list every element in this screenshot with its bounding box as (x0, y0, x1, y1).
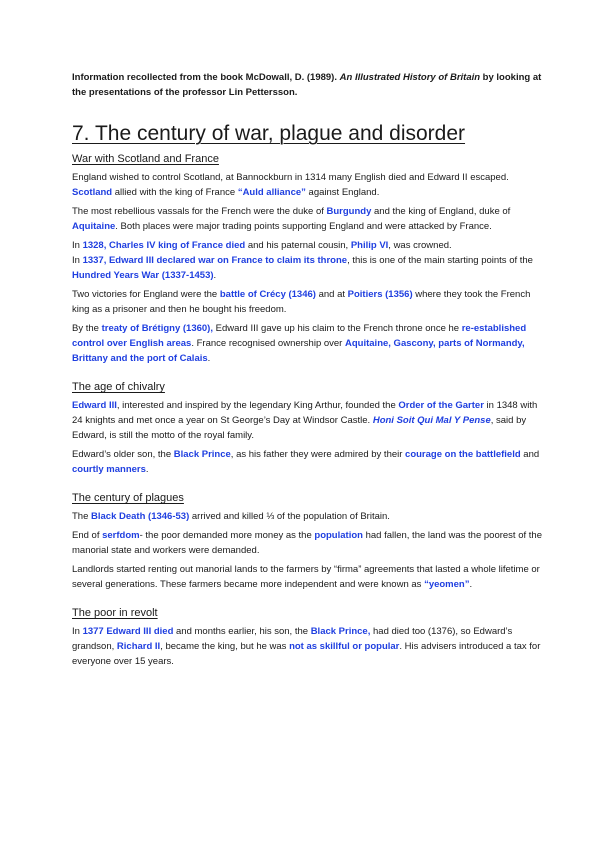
text-run: allied with the king of France (112, 187, 238, 198)
paragraph (72, 562, 544, 592)
text-run: and at (315, 289, 348, 300)
highlighted-term: Aquitaine, Gascony, parts of Normandy, Brittany and the port of Calais (72, 338, 525, 364)
section (72, 491, 544, 592)
text-run: arrived and killed ⅓ of the population of Britain. (189, 511, 390, 522)
text-run: , as his father they were admired by their (230, 449, 406, 460)
paragraph (72, 238, 544, 253)
text-run: End of (72, 530, 103, 541)
text-run: England wished to control Scotland, at Bannockburn in 1314 many English died and Edward II escaped. (72, 172, 509, 183)
text-run: The most rebellious vassals for the French were the duke of (72, 206, 327, 217)
text-run: . (145, 464, 149, 475)
text-run: . (207, 353, 211, 364)
paragraph (72, 170, 544, 200)
section-heading: War with Scotland and France (72, 153, 219, 165)
highlighted-term: Black Prince (173, 449, 231, 460)
text-run: and (520, 449, 540, 460)
text-run: , was crowned. (388, 240, 452, 251)
source-note-text: Information recollected from the book McDowall, D. (1989). (72, 72, 340, 83)
section (72, 152, 544, 366)
paragraph (72, 447, 544, 477)
text-run: . (469, 579, 473, 590)
text-run: The (72, 511, 92, 522)
highlighted-term: Edward III (72, 400, 117, 411)
section-heading: The poor in revolt (72, 607, 158, 619)
highlighted-term: battle of Crécy (1346) (219, 289, 316, 300)
highlighted-term: serfdom (102, 530, 140, 541)
highlighted-term: re-established control over English areas (72, 323, 527, 349)
highlighted-term: “yeomen” (424, 579, 470, 590)
text-run: and months earlier, his son, the (173, 626, 311, 637)
text-run: , said by Edward, is still the motto of the royal family. (72, 415, 527, 441)
source-note (72, 70, 544, 100)
section-heading: The century of plagues (72, 492, 184, 504)
source-note-text-end: by looking at the presentations of the professor Lin Pettersson. (72, 72, 542, 98)
text-run: had died too (1376), so Edward’s grandson, (72, 626, 513, 652)
highlighted-term: Scotland (72, 187, 113, 198)
highlighted-term: Burgundy (326, 206, 372, 217)
paragraph (72, 624, 544, 669)
text-run: against England. (305, 187, 380, 198)
highlighted-term: courage on the battlefield (405, 449, 521, 460)
text-run: - the poor demanded more money as the (139, 530, 315, 541)
highlighted-term: Black Death (1346-53) (91, 511, 190, 522)
paragraph (72, 253, 544, 283)
text-run: In (72, 626, 83, 637)
text-run: had fallen, the land was the poorest of the manorial state and workers were demanded. (72, 530, 542, 556)
chapter-title: 7. The century of war, plague and disorder (72, 122, 466, 145)
text-run: and the king of England, duke of (371, 206, 511, 217)
paragraph (72, 398, 544, 443)
text-run: In (72, 255, 83, 266)
highlighted-term: Poitiers (1356) (347, 289, 413, 300)
text-run: Landlords started renting out manorial lands to the farmers by “firma” agreements that lasted a whole lifetime or several generations. These farmers became more independent and were known as (72, 564, 540, 590)
highlighted-term: 1328, Charles IV king of France died (82, 240, 246, 251)
text-run: , became the king, but he was (160, 641, 290, 652)
text-run: Edward’s older son, the (72, 449, 174, 460)
text-run: . Both places were major trading points supporting England and were attacked by France. (115, 221, 492, 232)
section-heading: The age of chivalry (72, 381, 165, 393)
section (72, 380, 544, 477)
text-run: . France recognised ownership over (191, 338, 345, 349)
text-run: Two victories for England were the (72, 289, 220, 300)
paragraph (72, 204, 544, 234)
text-run: By the (72, 323, 102, 334)
highlighted-term: Hundred Years War (1337-1453) (72, 270, 214, 281)
text-run: In (72, 240, 83, 251)
book-title: An Illustrated History of Britain (339, 72, 481, 83)
sections-container (72, 152, 544, 669)
paragraph (72, 509, 544, 524)
highlighted-term: Philip VI (350, 240, 389, 251)
highlighted-term: Richard II (116, 641, 161, 652)
highlighted-term: 1337, Edward III declared war on France to claim its throne (82, 255, 348, 266)
text-run: , interested and inspired by the legendary King Arthur, founded the (116, 400, 399, 411)
highlighted-term: treaty of Brétigny (1360), (101, 323, 213, 334)
text-run: . His advisers introduced a tax for everyone over 15 years. (72, 641, 541, 667)
text-run: and his paternal cousin, (245, 240, 351, 251)
highlighted-term: courtly manners (72, 464, 146, 475)
text-run: in 1348 with 24 knights and met once a year on St George’s Day at Windsor Castle. (72, 400, 538, 426)
text-run: . (213, 270, 217, 281)
highlighted-term: Aquitaine (72, 221, 116, 232)
paragraph (72, 528, 544, 558)
section (72, 606, 544, 669)
text-run: Edward III gave up his claim to the French throne once he (212, 323, 462, 334)
paragraph (72, 287, 544, 317)
highlighted-term: population (314, 530, 363, 541)
text-run: , this is one of the main starting points of the (347, 255, 533, 266)
text-run: where they took the French king as a prisoner and then he bought his freedom. (72, 289, 531, 315)
highlighted-term: “Auld alliance” (237, 187, 306, 198)
paragraph (72, 321, 544, 366)
highlighted-term: Order of the Garter (398, 400, 484, 411)
highlighted-term: 1377 Edward III died (82, 626, 174, 637)
highlighted-term: Honi Soit Qui Mal Y Pense (372, 415, 491, 426)
highlighted-term: not as skillful or popular (289, 641, 400, 652)
highlighted-term: Black Prince, (310, 626, 371, 637)
